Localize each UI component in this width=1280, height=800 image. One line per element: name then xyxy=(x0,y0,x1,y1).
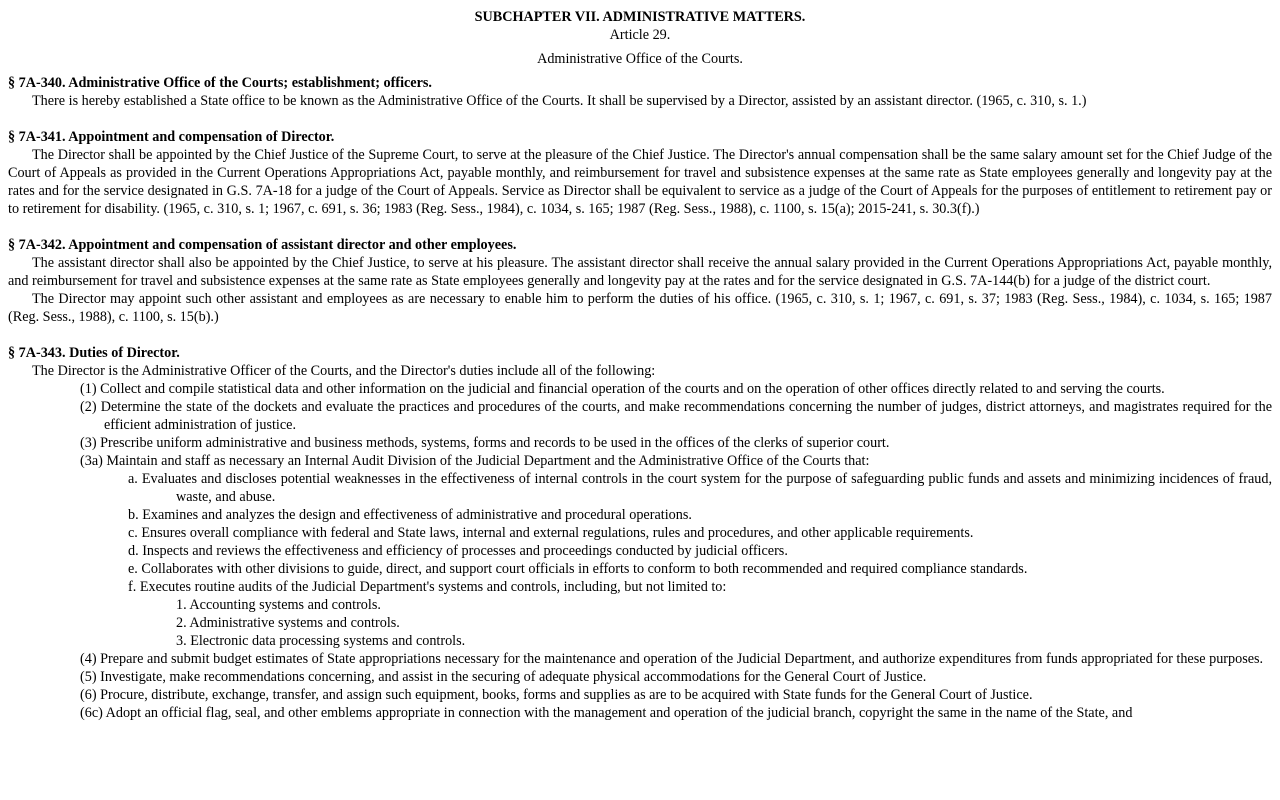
section-heading: § 7A-340. Administrative Office of the Courts; establishment; officers. xyxy=(8,75,432,91)
section-paragraph: The Director shall be appointed by the Chief Justice of the Supreme Court, to serve at the pleasure of the Chief Justice. The Director's annual compensation shall be the same salary amount set for the Chief Judge of the Court of Appeals as provided in the Current Operations Appropriations Act, payable monthly, and reimbursement for travel and subsistence expenses at the same rate as State employees generally and longevity pay at the rates and for the service designated in G.S. 7A-18 for a judge of the Court of Appeals. Service as Director shall be equivalent to service as a judge of the Court of Appeals for the purposes of entitlement to retirement pay or to retirement for disability. (1965, c. 310, s. 1; 1967, c. 691, s. 36; 1983 (Reg. Sess., 1984), c. 1034, s. 165; 1987 (Reg. Sess., 1988), c. 1100, s. 15(a); 2015-241, s. 30.3(f).) xyxy=(8,147,1272,217)
sub-list-item: b. Examines and analyzes the design and effectiveness of administrative and procedural operations. xyxy=(128,507,692,523)
sub-list-item: f. Executes routine audits of the Judicial Department's systems and controls, including, but not limited to: xyxy=(128,579,727,595)
sub-sub-list-item: 1. Accounting systems and controls. xyxy=(176,597,381,613)
sub-sub-list-item: 2. Administrative systems and controls. xyxy=(176,615,400,631)
list-item: (4) Prepare and submit budget estimates of State appropriations necessary for the maintenance and operation of the Judicial Department, and authorize expenditures from funds appropriated for these purposes. xyxy=(80,651,1264,667)
section-7a-340 xyxy=(8,74,1272,110)
sub-list-item: e. Collaborates with other divisions to guide, direct, and support court officials in efforts to conform to both recommended and required compliance standards. xyxy=(128,561,1028,577)
section-intro: The Director is the Administrative Officer of the Courts, and the Director's duties include all of the following: xyxy=(32,363,656,379)
list-item: (5) Investigate, make recommendations concerning, and assist in the securing of adequate physical accommodations for the General Court of Justice. xyxy=(80,669,927,685)
document-header xyxy=(8,8,1272,68)
section-7a-342 xyxy=(8,236,1272,326)
section-heading: § 7A-341. Appointment and compensation of Director. xyxy=(8,129,335,145)
sub-list-item: c. Ensures overall compliance with federal and State laws, internal and external regulations, rules and procedures, and other applicable requirements. xyxy=(128,525,974,541)
list-item: (3a) Maintain and staff as necessary an Internal Audit Division of the Judicial Department and the Administrative Office of the Courts that: xyxy=(80,453,870,469)
list-item: (6) Procure, distribute, exchange, transfer, and assign such equipment, books, forms and supplies as are to be acquired with State funds for the General Court of Justice. xyxy=(80,687,1033,703)
list-item: (2) Determine the state of the dockets and evaluate the practices and procedures of the courts, and make recommendations concerning the number of judges, district attorneys, and magistrates required for the efficient administration of justice. xyxy=(80,399,1272,433)
section-paragraph: The Director may appoint such other assistant and employees as are necessary to enable him to perform the duties of his office. (1965, c. 310, s. 1; 1967, c. 691, s. 37; 1983 (Reg. Sess., 1984), c. 1034, s. 165; 1987 (Reg. Sess., 1988), c. 1100, s. 15(b).) xyxy=(8,291,1272,325)
sub-sub-list-item: 3. Electronic data processing systems and controls. xyxy=(176,633,466,649)
section-7a-341 xyxy=(8,128,1272,218)
section-paragraph: There is hereby established a State office to be known as the Administrative Office of the Courts. It shall be supervised by a Director, assisted by an assistant director. (1965, c. 310, s. 1.) xyxy=(32,93,1087,109)
section-paragraph: The assistant director shall also be appointed by the Chief Justice, to serve at his pleasure. The assistant director shall receive the annual salary provided in the Current Operations Appropriations Act, payable monthly, and reimbursement for travel and subsistence expenses at the same rate as State employees generally and longevity pay at the rates and for the service designated in G.S. 7A-144(b) for a judge of the district court. xyxy=(8,255,1272,289)
list-item: (1) Collect and compile statistical data and other information on the judicial and financial operation of the courts and on the operation of other offices directly related to and serving the courts. xyxy=(80,381,1165,397)
section-heading: § 7A-343. Duties of Director. xyxy=(8,345,180,361)
list-item: (3) Prescribe uniform administrative and business methods, systems, forms and records to be used in the offices of the clerks of superior court. xyxy=(80,435,890,451)
article-number: Article 29. xyxy=(609,27,671,43)
subchapter-title: SUBCHAPTER VII. ADMINISTRATIVE MATTERS. xyxy=(474,9,806,25)
sub-list-item: a. Evaluates and discloses potential weaknesses in the effectiveness of internal controls in the court system for the purpose of safeguarding public funds and assets and minimizing incidences of fraud, waste, and abuse. xyxy=(128,471,1272,505)
section-heading: § 7A-342. Appointment and compensation of assistant director and other employees. xyxy=(8,237,517,253)
sub-list-item: d. Inspects and reviews the effectiveness and efficiency of processes and proceedings conducted by judicial officers. xyxy=(128,543,788,559)
list-item: (6c) Adopt an official flag, seal, and other emblems appropriate in connection with the management and operation of the judicial branch, copyright the same in the name of the State, and xyxy=(80,705,1133,721)
article-title: Administrative Office of the Courts. xyxy=(537,51,743,67)
section-7a-343 xyxy=(8,344,1272,722)
